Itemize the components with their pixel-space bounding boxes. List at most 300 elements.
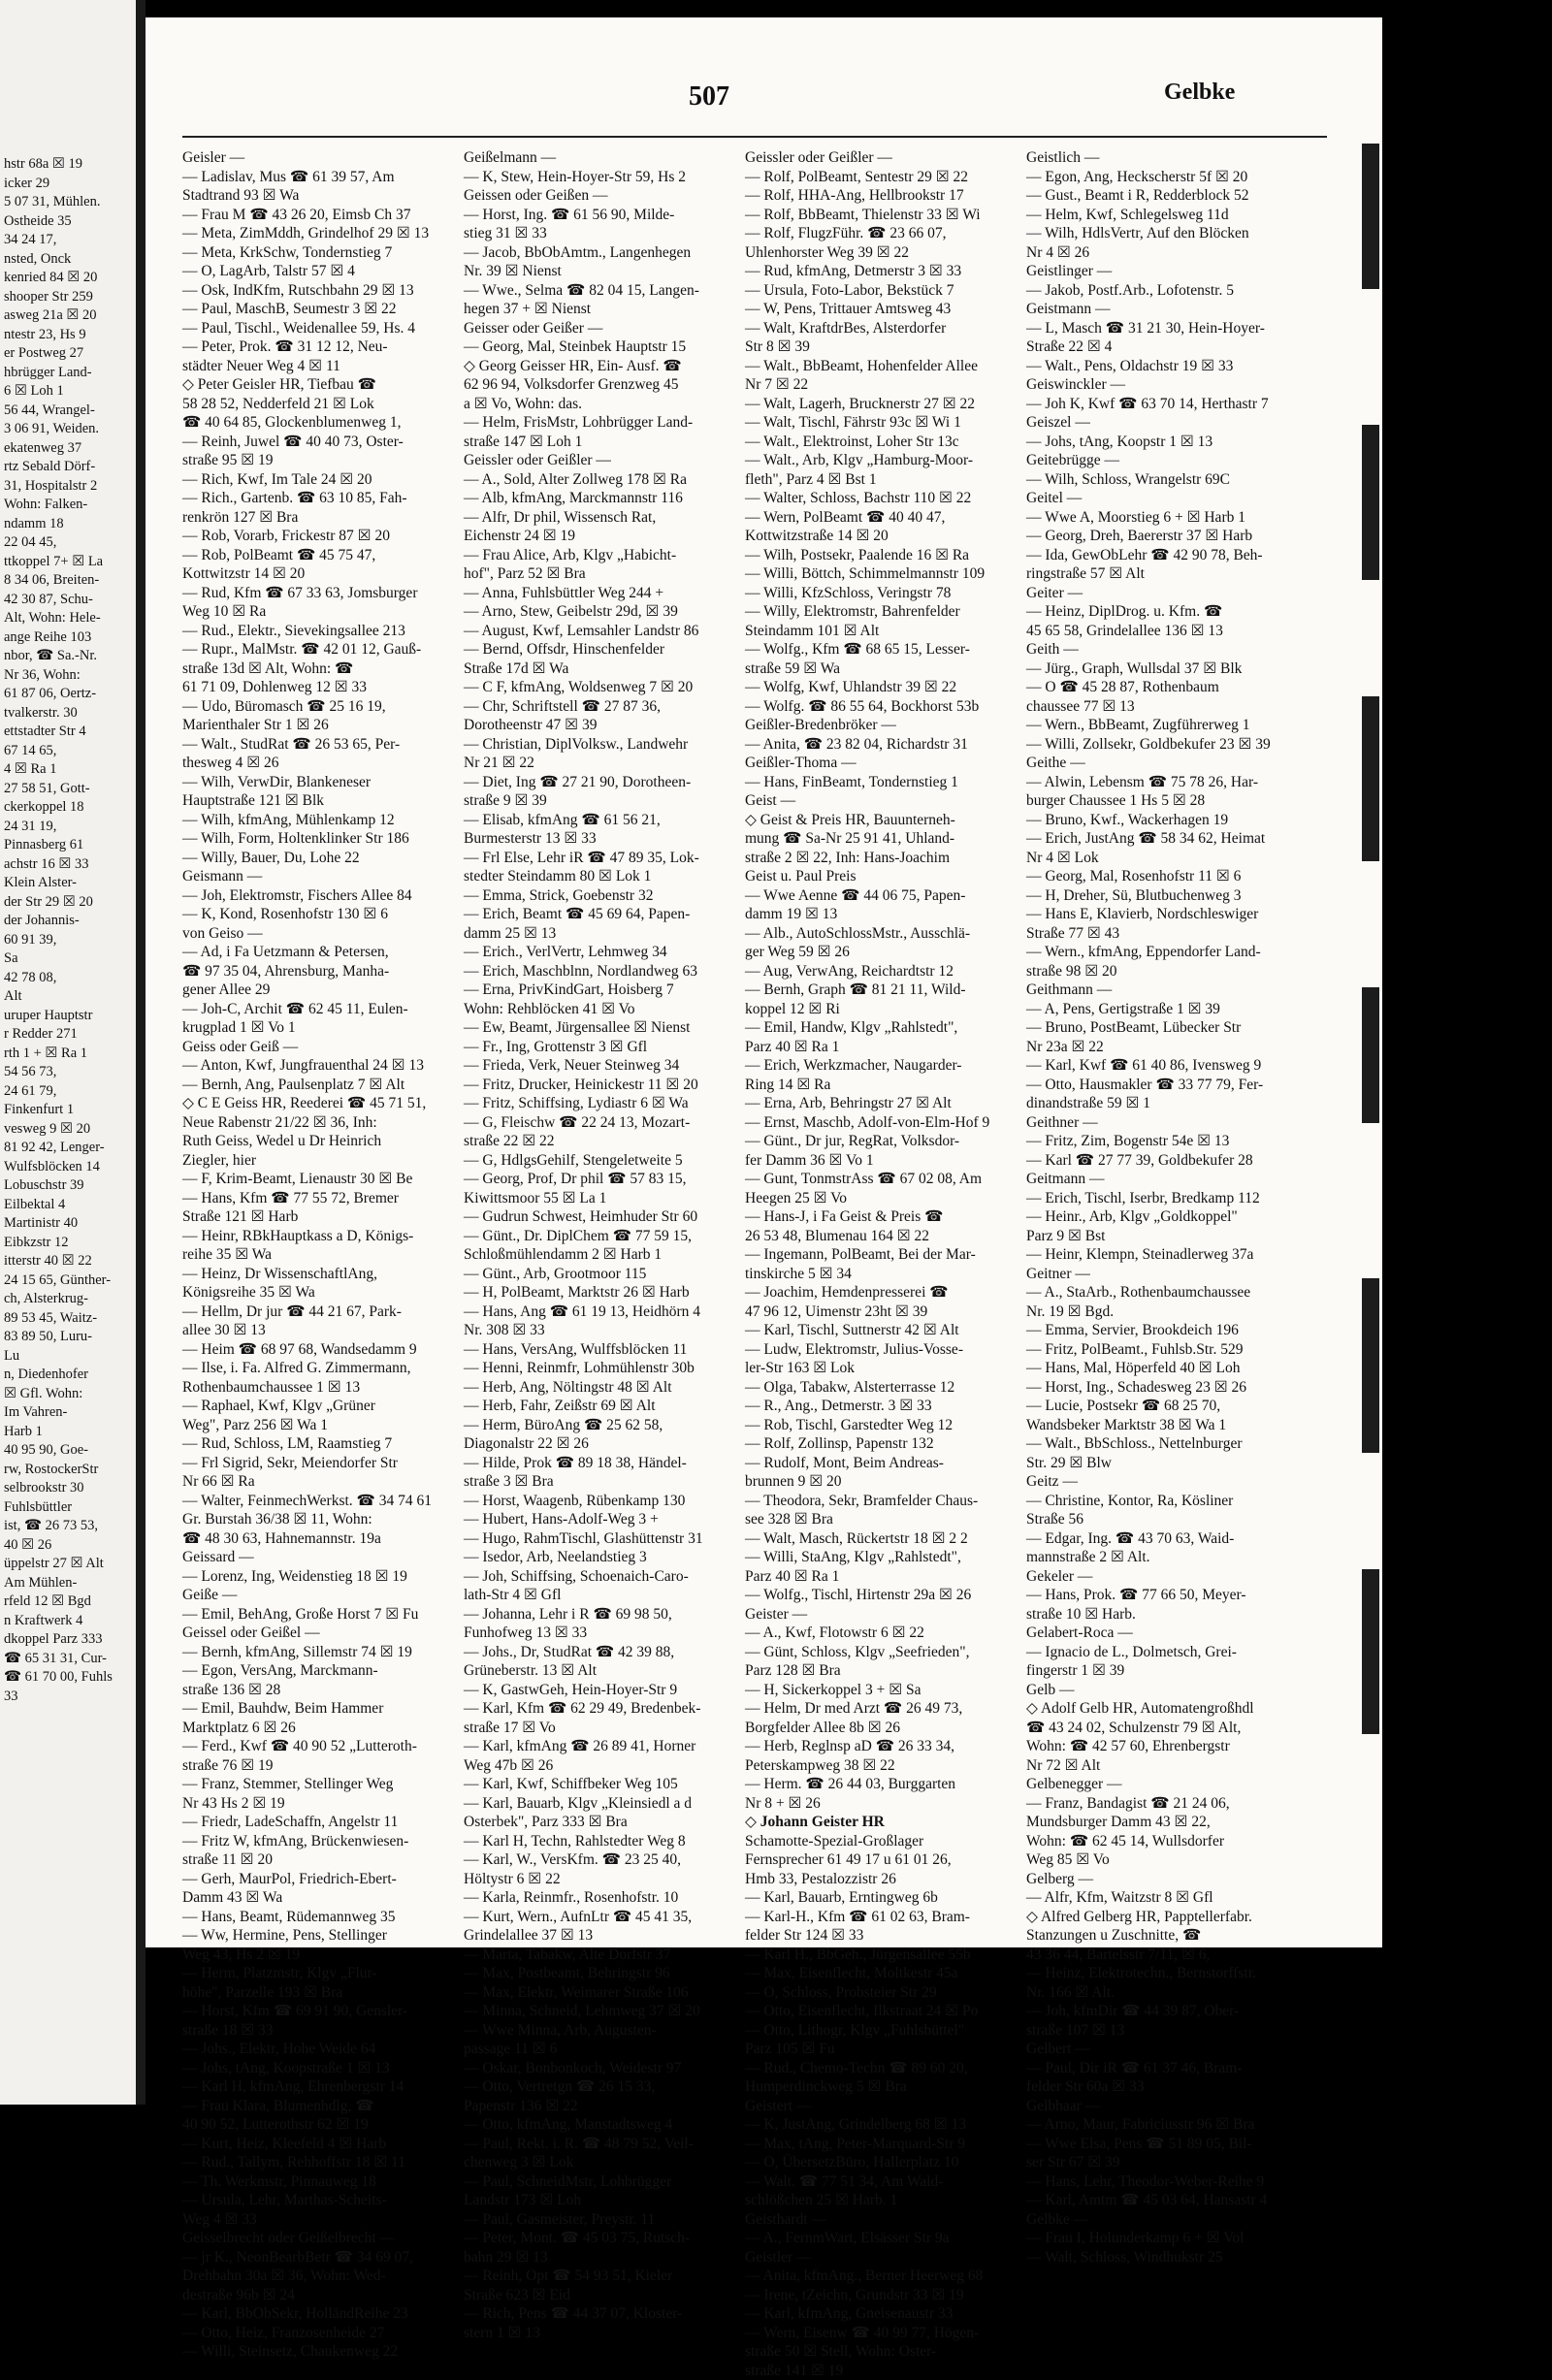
directory-entry: — C F, kfmAng, Woldsenweg 7 ☒ 20 xyxy=(464,678,726,697)
directory-entry: — Karl H., BbGeh., Jürgensallee 55b xyxy=(745,1946,1007,1965)
directory-entry: Nr. 308 ☒ 33 xyxy=(464,1321,726,1340)
directory-entry: koppel 12 ☒ Ri xyxy=(745,1000,1007,1019)
previous-page-fragment: 60 91 39, xyxy=(0,931,136,950)
directory-entry: — Egon, VersAng, Marckmann- xyxy=(182,1661,444,1681)
directory-entry: — Wilh, VerwDir, Blankeneser xyxy=(182,773,444,792)
directory-entry: 43 36 44, Bartelsstr 7/11, ☒ 6, xyxy=(1026,1946,1288,1965)
directory-entry: — Erich, Tischl, Iserbr, Bredkamp 112 xyxy=(1026,1189,1288,1208)
directory-entry: — Johs., Elektr, Hohe Weide 64 xyxy=(182,2040,444,2059)
surname-heading: Gelbhaar — xyxy=(1026,2097,1288,2116)
previous-page-fragment: hstr 68a ☒ 19 xyxy=(0,155,136,175)
directory-entry: Schamotte-Spezial-Großlager xyxy=(745,1832,1007,1851)
surname-heading: Gelberg — xyxy=(1026,1870,1288,1889)
directory-entry: Nr. 19 ☒ Bgd. xyxy=(1026,1303,1288,1322)
directory-entry: — Johs., Dr, StudRat ☎ 42 39 88, xyxy=(464,1643,726,1662)
directory-entry: a ☒ Vo, Wohn: das. xyxy=(464,395,726,414)
directory-entry: — A., FernmWart, Elsässer Str 9a xyxy=(745,2229,1007,2248)
directory-entry: — Wern., kfmAng, Eppendorfer Land- xyxy=(1026,943,1288,962)
directory-entry: — Karl, W., VersKfm. ☎ 23 25 40, xyxy=(464,1850,726,1870)
directory-entry: Stanzungen u Zuschnitte, ☎ xyxy=(1026,1926,1288,1946)
directory-entry: — Karl, Amtm ☎ 45 03 64, Hansastr 4 xyxy=(1026,2191,1288,2210)
directory-entry: — Meta, ZimMddh, Grindelhof 29 ☒ 13 xyxy=(182,224,444,243)
surname-heading: Geitner — xyxy=(1026,1265,1288,1284)
directory-entry: Wandsbeker Marktstr 38 ☒ Wa 1 xyxy=(1026,1416,1288,1435)
directory-entry: Parz 9 ☒ Bst xyxy=(1026,1227,1288,1246)
directory-entry: — Heinr, Klempn, Steinadlerweg 37a xyxy=(1026,1245,1288,1265)
surname-heading: Gelb — xyxy=(1026,1681,1288,1700)
previous-page-fragment: ☎ 65 31 31, Cur- xyxy=(0,1650,136,1669)
directory-entry: — Max, Eisenflecht, Moltkestr 45a xyxy=(745,1964,1007,1983)
directory-entry: — Hans, FinBeamt, Tondernstieg 1 xyxy=(745,773,1007,792)
previous-page-fragment: Nr 36, Wohn: xyxy=(0,666,136,686)
directory-entry: — Joh, Elektromstr, Fischers Allee 84 xyxy=(182,886,444,906)
surname-heading: Geithner — xyxy=(1026,1113,1288,1133)
directory-entry: Nr 66 ☒ Ra xyxy=(182,1472,444,1492)
previous-page-fragment: üppelstr 27 ☒ Alt xyxy=(0,1555,136,1574)
directory-entry: Diagonalstr 22 ☒ 26 xyxy=(464,1434,726,1454)
directory-entry: straße 50 ☒ Stell, Wohn: Oster- xyxy=(745,2342,1007,2362)
directory-entry: Kiwittsmoor 55 ☒ La 1 xyxy=(464,1189,726,1208)
directory-entry: — Ida, GewObLehr ☎ 42 90 78, Beh- xyxy=(1026,546,1288,565)
directory-entry: Steindamm 101 ☒ Alt xyxy=(745,622,1007,641)
directory-entry: stern 1 ☒ 13 xyxy=(464,2324,726,2343)
directory-entry: — Wwe Minna, Arb, Augusten- xyxy=(464,2021,726,2041)
directory-entry: Ziegler, hier xyxy=(182,1151,444,1171)
previous-page-fragment: Harb 1 xyxy=(0,1423,136,1442)
directory-entry: — Isedor, Arb, Neelandstieg 3 xyxy=(464,1548,726,1567)
directory-entry: destraße 96b ☒ 24 xyxy=(182,2286,444,2305)
directory-entry: ◇ Georg Geisser HR, Ein- Ausf. ☎ xyxy=(464,357,726,376)
page-edge-mark xyxy=(1362,987,1379,1123)
previous-page-fragment: 3 06 91, Weiden. xyxy=(0,420,136,439)
directory-entry: — Irene, tZeichn, Grundstr 33 ☒ 19 xyxy=(745,2286,1007,2305)
directory-entry: ger Weg 59 ☒ 26 xyxy=(745,943,1007,962)
directory-entry: — Rich, Pens ☎ 44 37 07, Kloster- xyxy=(464,2304,726,2324)
directory-entry: — Günt., Arb, Grootmoor 115 xyxy=(464,1265,726,1284)
previous-page-fragment: asweg 21a ☒ 20 xyxy=(0,306,136,326)
directory-entry: — Theodora, Sekr, Bramfelder Chaus- xyxy=(745,1492,1007,1511)
directory-entry: Hauptstraße 121 ☒ Blk xyxy=(182,791,444,811)
directory-entry: — Gudrun Schwest, Heimhuder Str 60 xyxy=(464,1207,726,1227)
directory-entry: Grüneberstr. 13 ☒ Alt xyxy=(464,1661,726,1681)
directory-entry: — Paul, SchneidMstr, Lohbrügger xyxy=(464,2172,726,2192)
directory-entry: — Alwin, Lebensm ☎ 75 78 26, Har- xyxy=(1026,773,1288,792)
directory-entry: — Walt. ☎ 77 51 34, Am Wald- xyxy=(745,2172,1007,2192)
directory-entry: — Karl, Tischl, Suttnerstr 42 ☒ Alt xyxy=(745,1321,1007,1340)
directory-entry: — Frau M ☎ 43 26 20, Eimsb Ch 37 xyxy=(182,206,444,225)
directory-entry: straße 2 ☒ 22, Inh: Hans-Joachim xyxy=(745,849,1007,868)
previous-page-fragment: rw, RostockerStr xyxy=(0,1461,136,1480)
directory-entry: Heegen 25 ☒ Vo xyxy=(745,1189,1007,1208)
directory-entry: — Ursula, Lehr, Marthas-Scheits- xyxy=(182,2191,444,2210)
directory-entry: — Emil, Bauhdw, Beim Hammer xyxy=(182,1699,444,1719)
directory-entry: straße 76 ☒ 19 xyxy=(182,1756,444,1776)
directory-entry: — Willy, Elektromstr, Bahrenfelder xyxy=(745,602,1007,622)
directory-entry: — W, Pens, Trittauer Amtsweg 43 xyxy=(745,300,1007,319)
directory-entry: — Lorenz, Ing, Weidenstieg 18 ☒ 19 xyxy=(182,1567,444,1587)
directory-entry: — H, Dreher, Sü, Blutbuchenweg 3 xyxy=(1026,886,1288,906)
directory-entry: straße 147 ☒ Loh 1 xyxy=(464,433,726,452)
directory-entry: Weg 10 ☒ Ra xyxy=(182,602,444,622)
directory-entry: — Osk, IndKfm, Rutschbahn 29 ☒ 13 xyxy=(182,281,444,301)
directory-entry: — Walt., BbBeamt, Hohenfelder Allee xyxy=(745,357,1007,376)
directory-entry: — Walt., Elektroinst, Loher Str 13c xyxy=(745,433,1007,452)
directory-entry: — Alb., AutoSchlossMstr., Ausschlä- xyxy=(745,924,1007,944)
directory-entry: brunnen 9 ☒ 20 xyxy=(745,1472,1007,1492)
directory-entry: Wohn: ☎ 62 45 14, Wullsdorfer xyxy=(1026,1832,1288,1851)
directory-entry: — Karla, Reinmfr., Rosenhofstr. 10 xyxy=(464,1888,726,1908)
directory-entry: — Rupr., MalMstr. ☎ 42 01 12, Gauß- xyxy=(182,640,444,659)
directory-entry: hegen 37 + ☒ Nienst xyxy=(464,300,726,319)
surname-heading: Geistmann — xyxy=(1026,300,1288,319)
directory-entry: — Christine, Kontor, Ra, Kösliner xyxy=(1026,1492,1288,1511)
directory-entry: — Emma, Servier, Brookdeich 196 xyxy=(1026,1321,1288,1340)
previous-page-fragment: itterstr 40 ☒ 22 xyxy=(0,1252,136,1271)
directory-entry: — Edgar, Ing. ☎ 43 70 63, Waid- xyxy=(1026,1529,1288,1549)
directory-entry: 47 96 12, Uimenstr 23ht ☒ 39 xyxy=(745,1303,1007,1322)
directory-entry: Straße 623 ☒ Eid xyxy=(464,2286,726,2305)
page-edge-mark xyxy=(1362,425,1379,580)
directory-entry: — Jacob, BbObAmtm., Langenhegen xyxy=(464,243,726,263)
directory-entry: 61 71 09, Dohlenweg 12 ☒ 33 xyxy=(182,678,444,697)
directory-entry: — Rob, PolBeamt ☎ 45 75 47, xyxy=(182,546,444,565)
directory-entry: — Bernd, Offsdr, Hinschenfelder xyxy=(464,640,726,659)
directory-entry: ◇ Geist & Preis HR, Bauunterneh- xyxy=(745,811,1007,830)
directory-entry: — Wolfg., Kfm ☎ 68 65 15, Lesser- xyxy=(745,640,1007,659)
directory-entry: — Olga, Tabakw, Alsterterrasse 12 xyxy=(745,1378,1007,1398)
previous-page-fragment: Ostheide 35 xyxy=(0,212,136,232)
directory-entry: — A., StaArb., Rothenbaumchaussee xyxy=(1026,1283,1288,1303)
directory-entry: — Bruno, PostBeamt, Lübecker Str xyxy=(1026,1018,1288,1038)
directory-entry: — Karl, kfmAng, Gneisenaustr 33 xyxy=(745,2304,1007,2324)
previous-page-fragment: vesweg 9 ☒ 20 xyxy=(0,1120,136,1140)
directory-entry: Nr 4 ☒ Lok xyxy=(1026,849,1288,868)
directory-entry: Eichenstr 24 ☒ 19 xyxy=(464,527,726,546)
directory-entry: ringstraße 57 ☒ Alt xyxy=(1026,564,1288,584)
directory-entry: — Paul, Gasmeister, Preystr. 11 xyxy=(464,2210,726,2230)
directory-entry: damm 25 ☒ 13 xyxy=(464,924,726,944)
previous-page-fragment: 27 58 51, Gott- xyxy=(0,780,136,799)
directory-entry: — Herm. ☎ 26 44 03, Burggarten xyxy=(745,1775,1007,1794)
directory-entry: — Erich., VerlVertr, Lehmweg 34 xyxy=(464,943,726,962)
directory-entry: — Wwe Elsa, Pens ☎ 51 89 05, Bil- xyxy=(1026,2135,1288,2154)
directory-entry: — Anton, Kwf, Jungfrauenthal 24 ☒ 13 xyxy=(182,1056,444,1076)
previous-page-fragment: achstr 16 ☒ 33 xyxy=(0,855,136,875)
directory-entry: — Elisab, kfmAng ☎ 61 56 21, xyxy=(464,811,726,830)
directory-entry: Ring 14 ☒ Ra xyxy=(745,1076,1007,1095)
directory-entry: lath-Str 4 ☒ Gfl xyxy=(464,1586,726,1605)
directory-entry: — Ludw, Elektromstr, Julius-Vosse- xyxy=(745,1340,1007,1360)
directory-entry: — Walt, Tischl, Fährstr 93c ☒ Wi 1 xyxy=(745,413,1007,433)
page-edge-mark xyxy=(1362,1278,1379,1453)
directory-entry: straße 107 ☒ 13 xyxy=(1026,2021,1288,2041)
directory-entry: — K, JustAng, Grindelberg 68 ☒ 13 xyxy=(745,2115,1007,2135)
directory-entry: — Fr., Ing, Grottenstr 3 ☒ Gfl xyxy=(464,1038,726,1057)
previous-page-fragment: ange Reihe 103 xyxy=(0,628,136,648)
previous-page-fragment: 56 44, Wrangel- xyxy=(0,402,136,421)
directory-entry: — Herm, BüroAng ☎ 25 62 58, xyxy=(464,1416,726,1435)
surname-heading: Geitz — xyxy=(1026,1472,1288,1492)
directory-entry: — Anna, Fuhlsbüttler Weg 244 + xyxy=(464,584,726,603)
directory-entry: — Rolf, BbBeamt, Thielenstr 33 ☒ Wi xyxy=(745,206,1007,225)
directory-entry: ☎ 48 30 63, Hahnemannstr. 19a xyxy=(182,1529,444,1549)
previous-page-fragment: 40 95 90, Goe- xyxy=(0,1441,136,1461)
directory-entry: städter Neuer Weg 4 ☒ 11 xyxy=(182,357,444,376)
directory-entry: — Erna, PrivKindGart, Hoisberg 7 xyxy=(464,981,726,1000)
directory-entry: stieg 31 ☒ 33 xyxy=(464,224,726,243)
directory-entry: Burmesterstr 13 ☒ 33 xyxy=(464,829,726,849)
directory-entry: — Frieda, Verk, Neuer Steinweg 34 xyxy=(464,1056,726,1076)
directory-entry: bahn 29 ☒ 13 xyxy=(464,2248,726,2267)
directory-entry: — Ignacio de L., Dolmetsch, Grei- xyxy=(1026,1643,1288,1662)
directory-entry: — Kurt, Wern., AufnLtr ☎ 45 41 35, xyxy=(464,1908,726,1927)
directory-entry: — Rudolf, Mont, Beim Andreas- xyxy=(745,1454,1007,1473)
directory-entry: Straße 17d ☒ Wa xyxy=(464,659,726,679)
directory-entry: — Heinz, Dr WissenschaftlAng, xyxy=(182,1265,444,1284)
previous-page-fragment: kenried 84 ☒ 20 xyxy=(0,269,136,288)
previous-page-fragment: ☒ Gfl. Wohn: xyxy=(0,1385,136,1404)
directory-entry: — Willi, Zollsekr, Goldbekufer 23 ☒ 39 xyxy=(1026,735,1288,755)
directory-entry: — Raphael, Kwf, Klgv „Grüner xyxy=(182,1397,444,1416)
previous-page-fragment: ndamm 18 xyxy=(0,515,136,534)
directory-entry: — Karl, Bauarb, Erntingweg 6b xyxy=(745,1888,1007,1908)
directory-entry: — Frl Else, Lehr iR ☎ 47 89 35, Lok- xyxy=(464,849,726,868)
surname-heading: Geißler-Bredenbröker — xyxy=(745,716,1007,735)
directory-entry: — Horst, Waagenb, Rübenkamp 130 xyxy=(464,1492,726,1511)
previous-page-fragment: 24 61 79, xyxy=(0,1082,136,1102)
directory-entry: — Helm, Kwf, Schlegelsweg 11d xyxy=(1026,206,1288,225)
directory-entry: — Walt, KraftdrBes, Alsterdorfer xyxy=(745,319,1007,338)
directory-entry: — Otto, Hausmakler ☎ 33 77 79, Fer- xyxy=(1026,1076,1288,1095)
directory-entry: — Rud, Schloss, LM, Raamstieg 7 xyxy=(182,1434,444,1454)
directory-entry: — Wern, Eisenw ☎ 40 99 77, Högen- xyxy=(745,2324,1007,2343)
column-1 xyxy=(182,148,444,2362)
previous-page-fragment: Martinistr 40 xyxy=(0,1214,136,1234)
directory-entry: Straße 22 ☒ 4 xyxy=(1026,338,1288,357)
previous-page-fragment: Sa xyxy=(0,949,136,969)
previous-page-fragment: ettstadter Str 4 xyxy=(0,723,136,742)
directory-entry: Dorotheenstr 47 ☒ 39 xyxy=(464,716,726,735)
previous-page-fragment: 5 07 31, Mühlen. xyxy=(0,193,136,212)
directory-entry: — Günt, Schloss, Klgv „Seefrieden", xyxy=(745,1643,1007,1662)
previous-page-fragment: Eilbektal 4 xyxy=(0,1196,136,1215)
directory-entry: — Franz, Bandagist ☎ 21 24 06, xyxy=(1026,1794,1288,1814)
previous-page-fragment: Klein Alster- xyxy=(0,874,136,893)
directory-entry: Schloßmühlendamm 2 ☒ Harb 1 xyxy=(464,1245,726,1265)
directory-entry: — Johanna, Lehr i R ☎ 69 98 50, xyxy=(464,1605,726,1624)
directory-entry: — Friedr, LadeSchaffn, Angelstr 11 xyxy=(182,1813,444,1832)
previous-page-fragment: rth 1 + ☒ Ra 1 xyxy=(0,1045,136,1064)
directory-entry: Damm 43 ☒ Wa xyxy=(182,1888,444,1908)
directory-entry: Papenstr 136 ☒ 22 xyxy=(464,2097,726,2116)
directory-entry: Königsreihe 35 ☒ Wa xyxy=(182,1283,444,1303)
directory-entry: — Frau I, Holunderkamp 6 + ☒ Vol xyxy=(1026,2229,1288,2248)
header-rule xyxy=(182,136,1327,138)
directory-entry: — Emil, BehAng, Große Horst 7 ☒ Fu xyxy=(182,1605,444,1624)
directory-entry: Weg 43, Hs 2 ☒ 19 xyxy=(182,1946,444,1965)
directory-entry: Weg 47b ☒ 26 xyxy=(464,1756,726,1776)
directory-entry: — K, Stew, Hein-Hoyer-Str 59, Hs 2 xyxy=(464,168,726,187)
directory-entry: — Hellm, Dr jur ☎ 44 21 67, Park- xyxy=(182,1303,444,1322)
previous-page-fragment: 40 ☒ 26 xyxy=(0,1536,136,1556)
directory-entry: Nr 4 ☒ 26 xyxy=(1026,243,1288,263)
previous-page-fragment: Lobuschstr 39 xyxy=(0,1176,136,1196)
previous-page-fragment: 42 30 87, Schu- xyxy=(0,591,136,610)
directory-entry: — Horst, Ing., Schadesweg 23 ☒ 26 xyxy=(1026,1378,1288,1398)
directory-entry: — Hans-J, i Fa Geist & Preis ☎ xyxy=(745,1207,1007,1227)
directory-entry: — Johs, tAng, Koopstraße 1 ☒ 13 xyxy=(182,2059,444,2078)
directory-entry: — Joh, Schiffsing, Schoenaich-Caro- xyxy=(464,1567,726,1587)
previous-page-fragment: ekatenweg 37 xyxy=(0,439,136,459)
directory-entry: — Rolf, Zollinsp, Papenstr 132 xyxy=(745,1434,1007,1454)
previous-page-fragment: Alt, Wohn: Hele- xyxy=(0,609,136,628)
surname-heading: Geist — xyxy=(745,791,1007,811)
directory-entry: straße 9 ☒ 39 xyxy=(464,791,726,811)
directory-entry: — Karl-H., Kfm ☎ 61 02 63, Bram- xyxy=(745,1908,1007,1927)
directory-entry: — Max, tAng, Peter-Marquard-Str 9 xyxy=(745,2135,1007,2154)
directory-entry: — Heinr., Arb, Klgv „Goldkoppel" xyxy=(1026,1207,1288,1227)
directory-page xyxy=(146,17,1382,1947)
previous-page-fragment: nsted, Onck xyxy=(0,250,136,270)
directory-entry: — August, Kwf, Lemsahler Landstr 86 xyxy=(464,622,726,641)
directory-entry: — Karl, Kwf ☎ 61 40 86, Ivensweg 9 xyxy=(1026,1056,1288,1076)
surname-heading: Geissler oder Geißler — xyxy=(464,451,726,470)
directory-entry: reihe 35 ☒ Wa xyxy=(182,1245,444,1265)
directory-entry: — Udo, Büromasch ☎ 25 16 19, xyxy=(182,697,444,717)
directory-entry: — Wwe., Selma ☎ 82 04 15, Langen- xyxy=(464,281,726,301)
directory-entry: — Wolfg, Kwf, Uhlandstr 39 ☒ 22 xyxy=(745,678,1007,697)
directory-entry: Weg 4 ☒ 33 xyxy=(182,2210,444,2230)
directory-entry: — Jakob, Postf.Arb., Lofotenstr. 5 xyxy=(1026,281,1288,301)
directory-entry: ◇ Peter Geisler HR, Tiefbau ☎ xyxy=(182,375,444,395)
previous-page-fragment: r Redder 271 xyxy=(0,1025,136,1045)
directory-entry: — Wolfg. ☎ 86 55 64, Bockhorst 53b xyxy=(745,697,1007,717)
directory-entry: passage 11 ☒ 6 xyxy=(464,2040,726,2059)
directory-entry: — Walt, Schloss, Windhukstr 25 xyxy=(1026,2248,1288,2267)
previous-page-fragment: ckerkoppel 18 xyxy=(0,798,136,818)
directory-entry: burger Chaussee 1 Hs 5 ☒ 28 xyxy=(1026,791,1288,811)
previous-page-fragment: shooper Str 259 xyxy=(0,288,136,307)
page-header xyxy=(146,74,1382,113)
previous-page-fragment: Wohn: Falken- xyxy=(0,496,136,515)
directory-entry: chenweg 3 ☒ Lok xyxy=(464,2153,726,2172)
directory-entry: Weg", Parz 256 ☒ Wa 1 xyxy=(182,1416,444,1435)
directory-entry: — Alfr, Kfm, Waitzstr 8 ☒ Gfl xyxy=(1026,1888,1288,1908)
directory-entry: — Erich, Werkzmacher, Naugarder- xyxy=(745,1056,1007,1076)
directory-entry: straße 11 ☒ 20 xyxy=(182,1850,444,1870)
previous-page-fragment: Fuhlsbüttler xyxy=(0,1498,136,1518)
directory-entry: Hmb 33, Pestalozzistr 26 xyxy=(745,1870,1007,1889)
directory-entry: — Walt., BbSchloss., Nettelnburger xyxy=(1026,1434,1288,1454)
directory-entry: mung ☎ Sa-Nr 25 91 41, Uhland- xyxy=(745,829,1007,849)
previous-page-fragment: Wulfsblöcken 14 xyxy=(0,1158,136,1177)
previous-page-fragment: 24 15 65, Günther- xyxy=(0,1271,136,1291)
directory-entry: — Gunt, TonmstrAss ☎ 67 02 08, Am xyxy=(745,1170,1007,1189)
directory-entry: Funhofweg 13 ☒ 33 xyxy=(464,1624,726,1643)
directory-entry: — Frau Alice, Arb, Klgv „Habicht- xyxy=(464,546,726,565)
directory-entry: — Erich, Maschblnn, Nordlandweg 63 xyxy=(464,962,726,981)
directory-entry: — Anita, kfmAng., Berner Heerweg 68 xyxy=(745,2267,1007,2286)
directory-entry: — Reinh, Juwel ☎ 40 40 73, Oster- xyxy=(182,433,444,452)
directory-entry: straße 95 ☒ 19 xyxy=(182,451,444,470)
directory-entry: — Otto, Eisenflecht, Ilkstraat 24 ☒ Po xyxy=(745,2002,1007,2021)
directory-entry: Nr. 39 ☒ Nienst xyxy=(464,262,726,281)
directory-entry: — jr K., NeonBearbBetr ☎ 34 69 07, xyxy=(182,2248,444,2267)
directory-entry: höhe", Parzelle 193 ☒ Bra xyxy=(182,1983,444,2003)
directory-entry: — Ingemann, PolBeamt, Bei der Mar- xyxy=(745,1245,1007,1265)
directory-entry: — Hubert, Hans-Adolf-Weg 3 + xyxy=(464,1510,726,1529)
previous-page-fragment: ttkoppel 7+ ☒ La xyxy=(0,553,136,572)
directory-entry: — Arno, Stew, Geibelstr 29d, ☒ 39 xyxy=(464,602,726,622)
directory-entry: — G, HdlgsGehilf, Stengeletweite 5 xyxy=(464,1151,726,1171)
directory-entry: dinandstraße 59 ☒ 1 xyxy=(1026,1094,1288,1113)
previous-page-fragment: 4 ☒ Ra 1 xyxy=(0,760,136,780)
directory-entry: — Georg, Prof, Dr phil ☎ 57 83 15, xyxy=(464,1170,726,1189)
directory-entry: — Karl H, Techn, Rahlstedter Weg 8 xyxy=(464,1832,726,1851)
directory-entry: ler-Str 163 ☒ Lok xyxy=(745,1359,1007,1378)
directory-entry: — Arno, Maur, Fabriciusstr 96 ☒ Bra xyxy=(1026,2115,1288,2135)
previous-page-strip xyxy=(0,0,146,2105)
directory-entry: — Joh K, Kwf ☎ 63 70 14, Herthastr 7 xyxy=(1026,395,1288,414)
directory-entry: tinskirche 5 ☒ 34 xyxy=(745,1265,1007,1284)
directory-entry: straße 141 ☒ 19 xyxy=(745,2362,1007,2380)
surname-heading: Geistlich — xyxy=(1026,148,1288,168)
directory-entry: Peterskampweg 38 ☒ 22 xyxy=(745,1756,1007,1776)
directory-entry: — R., Ang., Detmerstr. 3 ☒ 33 xyxy=(745,1397,1007,1416)
directory-entry: — Georg, Dreh, Baererstr 37 ☒ Harb xyxy=(1026,527,1288,546)
previous-page-fragment: ist, ☎ 26 73 53, xyxy=(0,1517,136,1536)
directory-entry: — Gerh, MaurPol, Friedrich-Ebert- xyxy=(182,1870,444,1889)
previous-page-fragment: uruper Hauptstr xyxy=(0,1007,136,1026)
surname-heading: Gelabert-Roca — xyxy=(1026,1624,1288,1643)
directory-entry: — Otto, Vertretgn ☎ 26 15 33, xyxy=(464,2077,726,2097)
directory-entry: schlößchen 25 ☒ Harb. 1 xyxy=(745,2191,1007,2210)
directory-entry: Str. 29 ☒ Blw xyxy=(1026,1454,1288,1473)
directory-entry: Nr 7 ☒ 22 xyxy=(745,375,1007,395)
directory-entry: — Wwe Aenne ☎ 44 06 75, Papen- xyxy=(745,886,1007,906)
directory-entry: fingerstr 1 ☒ 39 xyxy=(1026,1661,1288,1681)
directory-entry: — Frl Sigrid, Sekr, Meiendorfer Str xyxy=(182,1454,444,1473)
previous-page-fragment: 89 53 45, Waitz- xyxy=(0,1309,136,1329)
directory-entry: straße 3 ☒ Bra xyxy=(464,1472,726,1492)
surname-heading: Geister — xyxy=(745,1605,1007,1624)
directory-entry: Mundsburger Damm 43 ☒ 22, xyxy=(1026,1813,1288,1832)
directory-entry: — Rud., Tallym, Rehhoffstr 18 ☒ 11 xyxy=(182,2153,444,2172)
directory-entry: — Fritz, Drucker, Heinickestr 11 ☒ 20 xyxy=(464,1076,726,1095)
directory-entry: — Walt., Pens, Oldachstr 19 ☒ 33 xyxy=(1026,357,1288,376)
directory-entry: — Heinz, DiplDrog. u. Kfm. ☎ xyxy=(1026,602,1288,622)
directory-entry: — Oskar, Bonbonkoch, Weidestr 97 xyxy=(464,2059,726,2078)
directory-entry: — Bernh, Graph ☎ 81 21 11, Wild- xyxy=(745,981,1007,1000)
directory-entry: — Meta, KrkSchw, Tondernstieg 7 xyxy=(182,243,444,263)
directory-entry: — Erich, JustAng ☎ 58 34 62, Heimat xyxy=(1026,829,1288,849)
directory-entry: Gr. Burstah 36/38 ☒ 11, Wohn: xyxy=(182,1510,444,1529)
directory-entry: hof", Parz 52 ☒ Bra xyxy=(464,564,726,584)
directory-entry: straße 10 ☒ Harb. xyxy=(1026,1605,1288,1624)
directory-entry: — Franz, Stemmer, Stellinger Weg xyxy=(182,1775,444,1794)
directory-entry: chaussee 77 ☒ 13 xyxy=(1026,697,1288,717)
directory-entry: — Max, Postbeamt, Behringstr 96 xyxy=(464,1964,726,1983)
directory-entry: — Walt., StudRat ☎ 26 53 65, Per- xyxy=(182,735,444,755)
directory-entry: — Paul, Rekt. i. R. ☎ 48 79 52, Veil- xyxy=(464,2135,726,2154)
directory-entry: — Rich., Gartenb. ☎ 63 10 85, Fah- xyxy=(182,489,444,508)
previous-page-fragment: Alt xyxy=(0,987,136,1007)
directory-entry: — Karl, Kfm ☎ 62 29 49, Bredenbek- xyxy=(464,1699,726,1719)
directory-entry: Straße 121 ☒ Harb xyxy=(182,1207,444,1227)
directory-entry: Rothenbaumchaussee 1 ☒ 13 xyxy=(182,1378,444,1398)
directory-entry: straße 98 ☒ 20 xyxy=(1026,962,1288,981)
directory-entry: — A, Pens, Gertigstraße 1 ☒ 39 xyxy=(1026,1000,1288,1019)
